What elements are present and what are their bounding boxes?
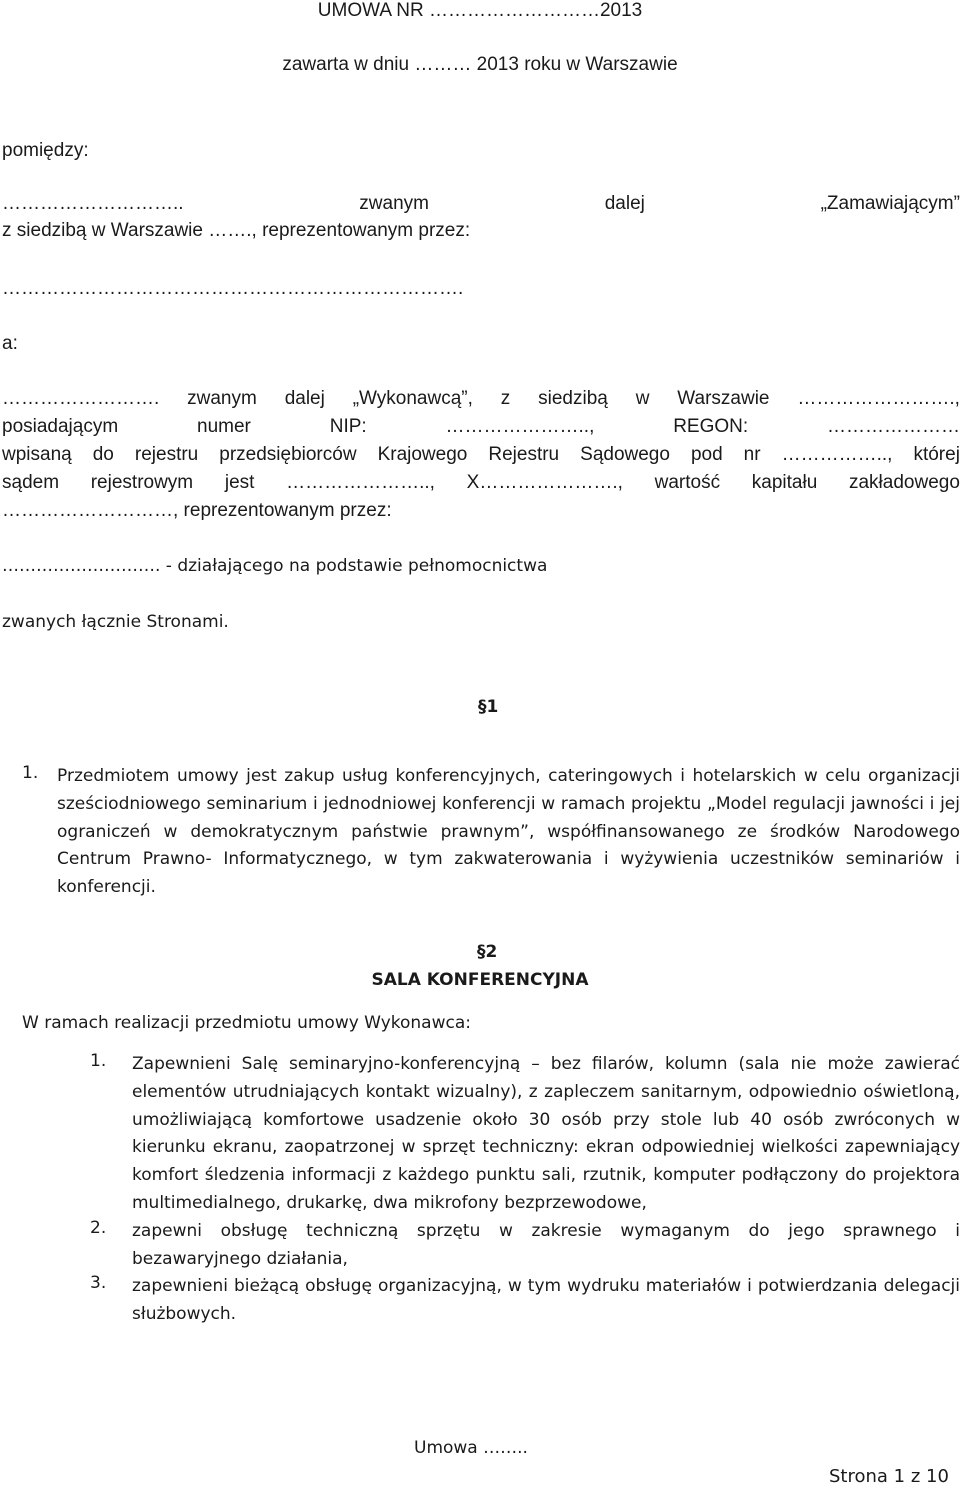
party2-line1 (2, 388, 960, 410)
list-item-text: zapewnieni bieżącą obsługę organizacyjną, w tym wydruku materiałów i potwierdzania delegacji służbowych. (132, 1276, 960, 1325)
list-item-number: 2. (90, 1217, 107, 1238)
party2-line2-word: ………………….., (445, 416, 595, 437)
contract-subtitle: zawarta w dniu ……… 2013 roku w Warszawie (282, 54, 678, 75)
party2-line3-word: nr (743, 444, 761, 465)
party2-line3-word: rejestru (134, 444, 199, 465)
party2-line2-word: numer (197, 416, 251, 437)
parties-together: zwanych łącznie Stronami. (2, 612, 229, 632)
party2-line3-word: przedsiębiorców (219, 444, 357, 465)
party2-line3-word: Sądowego (580, 444, 670, 465)
party2-line3-word: …………….., (781, 444, 893, 465)
party2-line3 (2, 444, 960, 466)
party1-line2: z siedzibą w Warszawie ……., reprezentowanym przez: (2, 220, 471, 241)
party1-line1-word: zwanym (359, 193, 429, 214)
party2-line2-word: ………………… (827, 416, 960, 437)
party2-line3-word: do (92, 444, 114, 465)
party2-line1-word: Warszawie (677, 388, 770, 409)
party2-line2-word: posiadającym (2, 416, 119, 437)
section1-text-content: Przedmiotem umowy jest zakup usług konferencyjnych, cateringowych i hotelarskich w celu organizacji sześciodniowego seminarium i jednodniowej konferencji w ramach projektu „Model regulacji jawności i jej ograniczeń w demokratycznym państwie prawnym”, współfinansowanego ze środków Narodowego Centrum Prawno- Informatycznego, w tym zakwaterowania i wyżywienia uczestników seminariów i konferencji. (57, 766, 960, 898)
page-number: Strona 1 z 10 (829, 1466, 949, 1487)
party2-line3-word: wpisaną (2, 444, 72, 465)
party2-line1-word: w (635, 388, 650, 409)
footer-contract-ref: Umowa …….. (414, 1438, 528, 1458)
list-item (90, 1051, 960, 1218)
party2-line1-word: zwanym (187, 388, 257, 409)
party2-line3-word: której (913, 444, 960, 465)
party2-line1-word: z (500, 388, 511, 409)
party2-line2-word: REGON: (673, 416, 749, 437)
party2-line4-word: ………………….., (286, 472, 435, 493)
party2-line4 (2, 472, 960, 494)
list-item (90, 1218, 960, 1274)
and-label: a: (2, 333, 18, 354)
party2-line4-word: rejestrowym (90, 472, 194, 493)
party2-line3-word: Krajowego (377, 444, 468, 465)
party2-line1-word: „Wykonawcą”, (352, 388, 473, 409)
party2-line4-word: zakładowego (848, 472, 960, 493)
party2-line3-word: Rejestru (488, 444, 560, 465)
party1-representative: ………………………………………………………………. (2, 278, 464, 299)
party2-line4-word: X…………………., (466, 472, 623, 493)
list-item-text: Zapewnieni Salę seminaryjno-konferencyjną – bez filarów, kolumn (sala nie może zawierać elementów utrudniających kontakt wizualny), z zapleczem sanitarnym, odpowiednio oświetloną, umożliwiającą komfortowe usadzenie około 30 osób przy stole lub 40 osób zwróconych w kierunku ekranu, zaopatrzonej w sprzęt techniczny: ekran odpowiedniej wielkości zapewniający komfort śledzenia informacji z każdego punktu sali, rzutnik, komputer podłączony do projektora multimedialnego, drukarkę, dwa mikrofony bezprzewodowe, (132, 1054, 960, 1213)
party1-line1-word: dalej (604, 193, 645, 214)
party2-line4-word: kapitału (751, 472, 818, 493)
section1-text (22, 763, 960, 902)
contract-title: UMOWA NR ………………………2013 (317, 0, 643, 21)
party1-line1-word: ……………………….. (2, 193, 184, 214)
section1-heading: §1 (478, 697, 499, 717)
list-item-number: 1. (90, 1051, 107, 1071)
between-label: pomiędzy: (2, 140, 89, 161)
party2-line1-word: dalej (284, 388, 325, 409)
section2-heading: §2 (477, 942, 498, 962)
party2-line3-word: pod (690, 444, 723, 465)
party2-line4-word: sądem (2, 472, 60, 493)
party2-line1-word: ……………………., (797, 388, 960, 409)
party1-line1-word: „Zamawiającym” (820, 193, 960, 214)
party2-representative: ………………………. - działającego na podstawie pełnomocnictwa (2, 556, 548, 576)
party2-line4-word: wartość (654, 472, 721, 493)
party2-line2 (2, 416, 960, 438)
section1-item-number: 1. (22, 763, 39, 783)
list-item-text: zapewni obsługę techniczną sprzętu w zakresie wymaganym do jego sprawnego i bezawaryjnego działania, (132, 1220, 960, 1269)
section2-intro: W ramach realizacji przedmiotu umowy Wykonawca: (22, 1013, 471, 1033)
section2-list (90, 1051, 960, 1329)
list-item-number: 3. (90, 1273, 107, 1294)
section2-title: SALA KONFERENCYJNA (371, 970, 589, 990)
party2-line1-word: ……………………. (2, 388, 160, 409)
party2-line2-word: NIP: (329, 416, 367, 437)
party2-line4-word: jest (224, 472, 255, 493)
list-item (90, 1273, 960, 1329)
party2-line1-word: siedzibą (538, 388, 608, 409)
party2-line5: ………………………, reprezentowanym przez: (2, 500, 392, 521)
party1-line1 (2, 193, 960, 215)
